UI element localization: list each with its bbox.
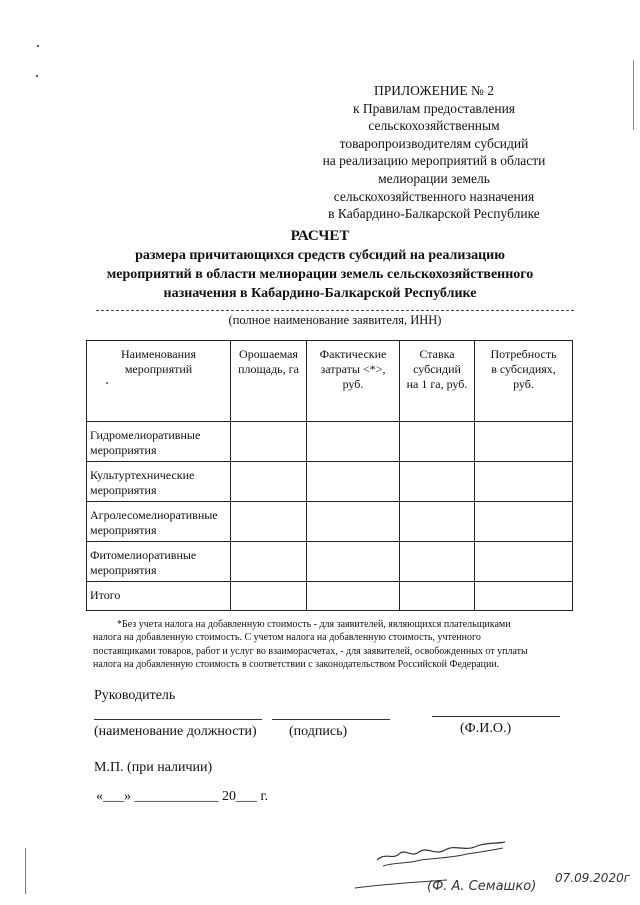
stamp-label: М.П. (при наличии) <box>94 760 213 775</box>
appendix-line: на реализацию мероприятий в области <box>322 153 546 169</box>
row-label: Культуртехнические мероприятия <box>87 462 231 502</box>
table-row <box>87 422 573 462</box>
cell-irrigated-area[interactable] <box>231 542 307 582</box>
cell-actual-costs[interactable] <box>307 582 400 611</box>
cell-subsidy-rate[interactable] <box>400 502 475 542</box>
scan-edge <box>633 60 634 130</box>
scan-speck <box>106 382 108 384</box>
table-row <box>87 502 573 542</box>
document-title: РАСЧЕТ <box>290 228 350 244</box>
table-row <box>87 462 573 502</box>
appendix-line: товаропроизводителям субсидий <box>339 135 529 151</box>
appendix-header <box>300 82 568 223</box>
handwritten-signature <box>355 830 635 900</box>
sign-signature-line[interactable] <box>272 719 390 720</box>
appendix-line: ПРИЛОЖЕНИЕ № 2 <box>373 83 495 98</box>
scan-speck <box>37 45 39 47</box>
header-subsidy-need: Потребность в субсидиях, руб. <box>475 341 573 422</box>
appendix-line: мелиорации земель <box>378 170 490 186</box>
cell-irrigated-area[interactable] <box>231 582 307 611</box>
cell-subsidy-need[interactable] <box>475 422 573 462</box>
footnote <box>93 618 573 671</box>
appendix-line: сельскохозяйственным <box>368 118 500 134</box>
scan-edge <box>25 848 26 894</box>
header-activity: Наименования мероприятий <box>87 341 231 422</box>
date-field[interactable]: «___» ____________ 20___ г. <box>96 789 269 804</box>
head-label: Руководитель <box>94 688 176 703</box>
cell-subsidy-rate[interactable] <box>400 582 475 611</box>
name-caption: (Ф.И.О.) <box>460 721 512 736</box>
footnote-line: *Без учета налога на добавленную стоимость - для заявителей, являющихся плательщиками <box>117 619 511 630</box>
cell-irrigated-area[interactable] <box>231 502 307 542</box>
document-subtitle <box>60 246 580 303</box>
header-actual-costs: Фактические затраты <*>, руб. <box>307 341 400 422</box>
sign-caption: (подпись) <box>289 724 348 739</box>
handwritten-name: (Ф. А. Семашко) <box>427 879 537 894</box>
name-signature-line[interactable] <box>432 716 560 717</box>
subtitle-line: назначения в Кабардино-Балкарской Республике <box>163 286 477 301</box>
cell-actual-costs[interactable] <box>307 462 400 502</box>
handwritten-date: 07.09.2020г <box>555 871 631 885</box>
row-label: Итого <box>87 582 231 611</box>
footnote-line: налога на добавленную стоимость. С учетом налога на добавленную стоимость, учтенного <box>93 632 481 644</box>
applicant-caption: (полное наименование заявителя, ИНН) <box>228 313 442 327</box>
cell-irrigated-area[interactable] <box>231 422 307 462</box>
cell-subsidy-rate[interactable] <box>400 422 475 462</box>
cell-actual-costs[interactable] <box>307 422 400 462</box>
subtitle-line: мероприятий в области мелиорации земель сельскохозяйственного <box>106 267 534 282</box>
cell-subsidy-need[interactable] <box>475 542 573 582</box>
cell-subsidy-need[interactable] <box>475 582 573 611</box>
row-label: Агролесомелиоративные мероприятия <box>87 502 231 542</box>
table-total-row <box>87 582 573 611</box>
appendix-line: в Кабардино-Балкарской Республике <box>328 206 540 222</box>
cell-subsidy-rate[interactable] <box>400 462 475 502</box>
cell-actual-costs[interactable] <box>307 502 400 542</box>
header-irrigated-area: Орошаемая площадь, га <box>231 341 307 422</box>
subtitle-line: размера причитающихся средств субсидий на реализацию <box>135 248 505 263</box>
row-label: Фитомелиоративные мероприятия <box>87 542 231 582</box>
footnote-line: налога на добавленную стоимость в соответствии с законодательством Российской Федерации. <box>93 658 500 670</box>
header-subsidy-rate: Ставка субсидий на 1 га, руб. <box>400 341 475 422</box>
position-caption: (наименование должности) <box>94 724 257 739</box>
applicant-input-line[interactable] <box>96 310 574 311</box>
cell-subsidy-need[interactable] <box>475 462 573 502</box>
row-label: Гидромелиоративные мероприятия <box>87 422 231 462</box>
table-header-row <box>87 341 573 422</box>
cell-actual-costs[interactable] <box>307 542 400 582</box>
position-signature-line[interactable] <box>94 719 262 720</box>
cell-irrigated-area[interactable] <box>231 462 307 502</box>
footnote-line: поставщиками товаров, работ и услуг во взаиморасчетах, - для заявителей, освобожденных от уплаты <box>93 645 528 657</box>
scan-speck <box>36 75 38 77</box>
appendix-line: сельскохозяйственного назначения <box>333 188 535 204</box>
calculation-table <box>86 340 573 611</box>
cell-subsidy-rate[interactable] <box>400 542 475 582</box>
cell-subsidy-need[interactable] <box>475 502 573 542</box>
table-row <box>87 542 573 582</box>
appendix-line: к Правилам предоставления <box>352 100 516 116</box>
